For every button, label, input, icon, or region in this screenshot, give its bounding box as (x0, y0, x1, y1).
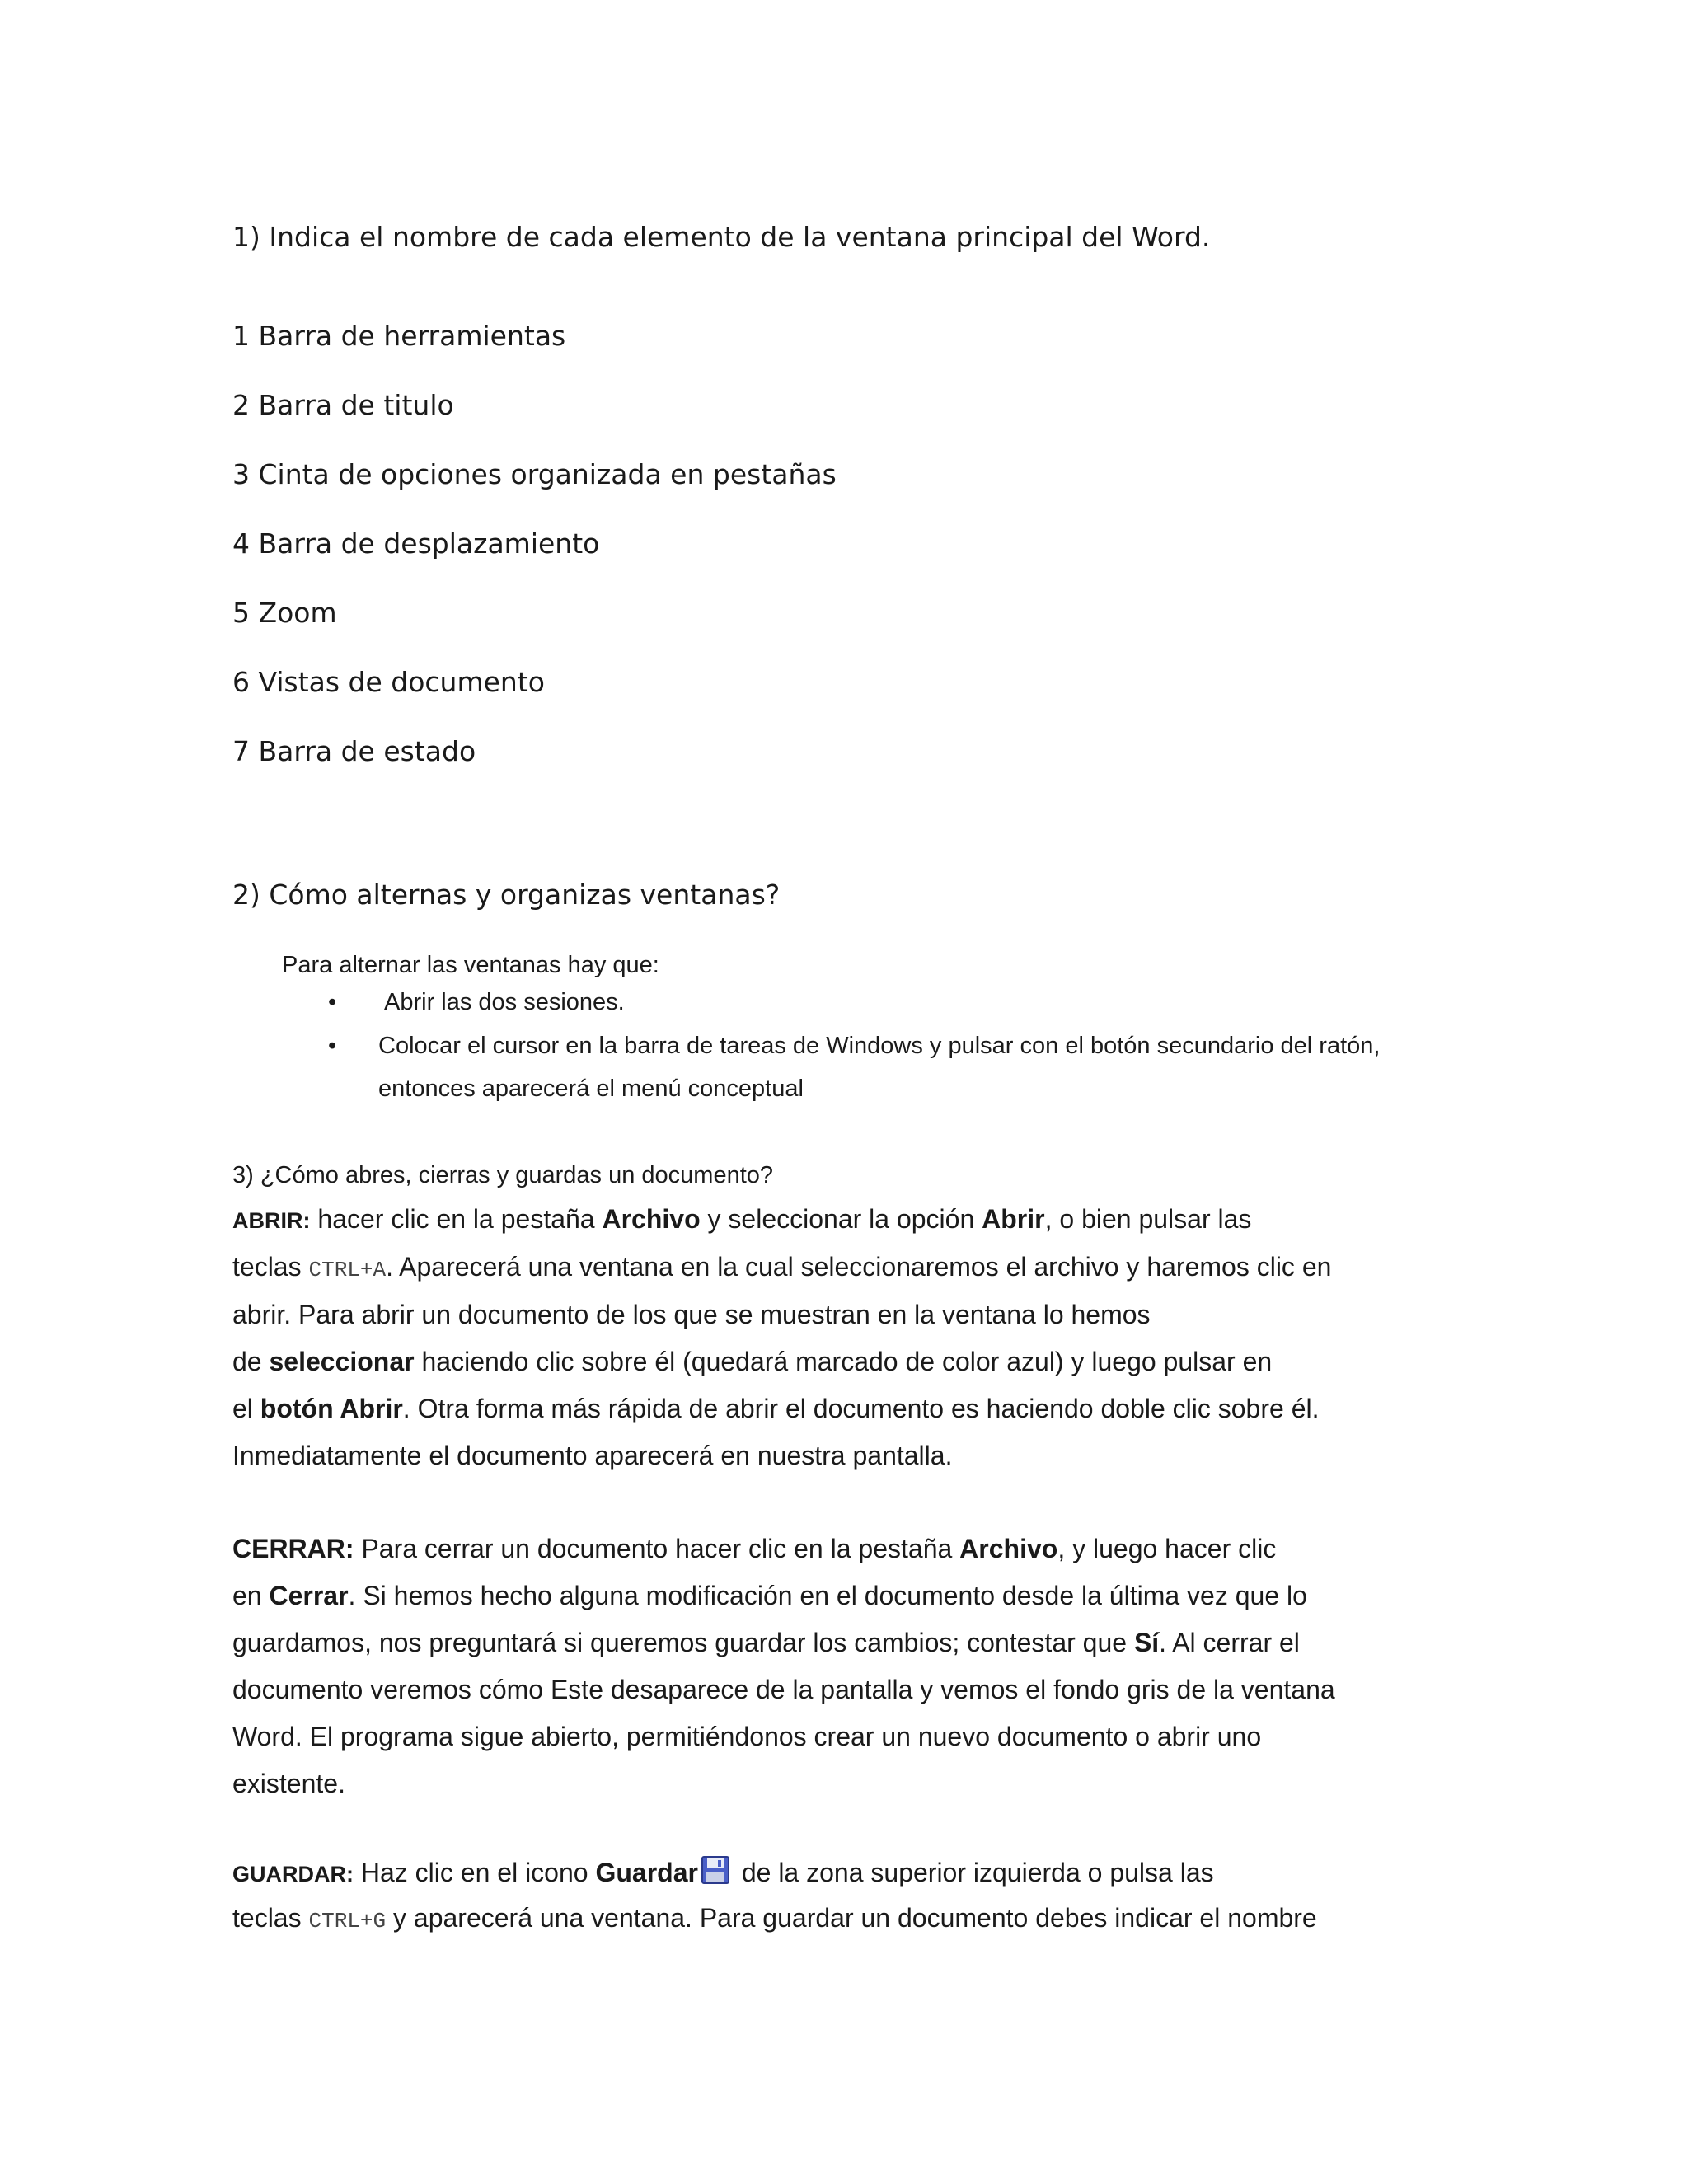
bullet-icon: • (328, 989, 337, 1015)
abrir-line-3: abrir. Para abrir un documento de los que se muestran en la ventana lo hemos (232, 1300, 1151, 1329)
list-item: 2 Barra de titulo (232, 389, 454, 421)
abrir-line-2: teclas CTRL+A. Aparecerá una ventana en la cual seleccionaremos el archivo y haremos clic en (232, 1252, 1332, 1282)
guardar-line-2: teclas CTRL+G y aparecerá una ventana. Para guardar un documento debes indicar el nombre (232, 1903, 1317, 1933)
question-2-intro: Para alternar las ventanas hay que: (282, 952, 659, 978)
abrir-line-6: Inmediatamente el documento aparecerá en nuestra pantalla. (232, 1441, 953, 1470)
list-item: 6 Vistas de documento (232, 666, 545, 698)
list-item: 1 Barra de herramientas (232, 320, 566, 352)
question-3-title: 3) ¿Cómo abres, cierras y guardas un documento? (232, 1162, 774, 1188)
floppy-disk-icon (701, 1856, 729, 1884)
bullet-item: Abrir las dos sesiones. (384, 989, 625, 1015)
bullet-icon: • (328, 1033, 337, 1059)
shortcut-key: CTRL+A (308, 1258, 387, 1282)
abrir-line-1: ABRIR: hacer clic en la pestaña Archivo y seleccionar la opción Abrir, o bien pulsar las (232, 1204, 1252, 1234)
question-1-title: 1) Indica el nombre de cada elemento de la ventana principal del Word. (232, 221, 1211, 253)
shortcut-key: CTRL+G (308, 1909, 387, 1933)
list-item: 4 Barra de desplazamiento (232, 527, 600, 560)
cerrar-line-3: guardamos, nos preguntará si queremos guardar los cambios; contestar que Sí. Al cerrar el (232, 1628, 1300, 1657)
abrir-line-4: de seleccionar haciendo clic sobre él (quedará marcado de color azul) y luego pulsar en (232, 1347, 1273, 1376)
cerrar-line-6: existente. (232, 1769, 345, 1798)
cerrar-line-1: CERRAR: Para cerrar un documento hacer clic en la pestaña Archivo, y luego hacer clic (232, 1534, 1277, 1563)
bullet-item: Colocar el cursor en la barra de tareas de Windows y pulsar con el botón secundario del ratón, (378, 1033, 1381, 1059)
abrir-line-5: el botón Abrir. Otra forma más rápida de abrir el documento es haciendo doble clic sobre él. (232, 1394, 1320, 1423)
cerrar-line-2: en Cerrar. Si hemos hecho alguna modificación en el documento desde la última vez que lo (232, 1581, 1307, 1610)
list-item: 3 Cinta de opciones organizada en pestañas (232, 458, 837, 490)
question-2-title: 2) Cómo alternas y organizas ventanas? (232, 879, 781, 911)
cerrar-line-5: Word. El programa sigue abierto, permitiéndonos crear un nuevo documento o abrir uno (232, 1722, 1262, 1751)
guardar-label: GUARDAR: (232, 1862, 354, 1886)
list-item: 7 Barra de estado (232, 735, 476, 767)
guardar-line-1: GUARDAR: Haz clic en el icono Guardar de la zona superior izquierda o pulsa las (232, 1858, 1214, 1887)
abrir-label: ABRIR: (232, 1208, 311, 1233)
cerrar-label: CERRAR: (232, 1534, 354, 1563)
list-item: 5 Zoom (232, 597, 337, 629)
bullet-item-continuation: entonces aparecerá el menú conceptual (378, 1076, 804, 1102)
cerrar-line-4: documento veremos cómo Este desaparece de la pantalla y vemos el fondo gris de la ventana (232, 1675, 1335, 1704)
